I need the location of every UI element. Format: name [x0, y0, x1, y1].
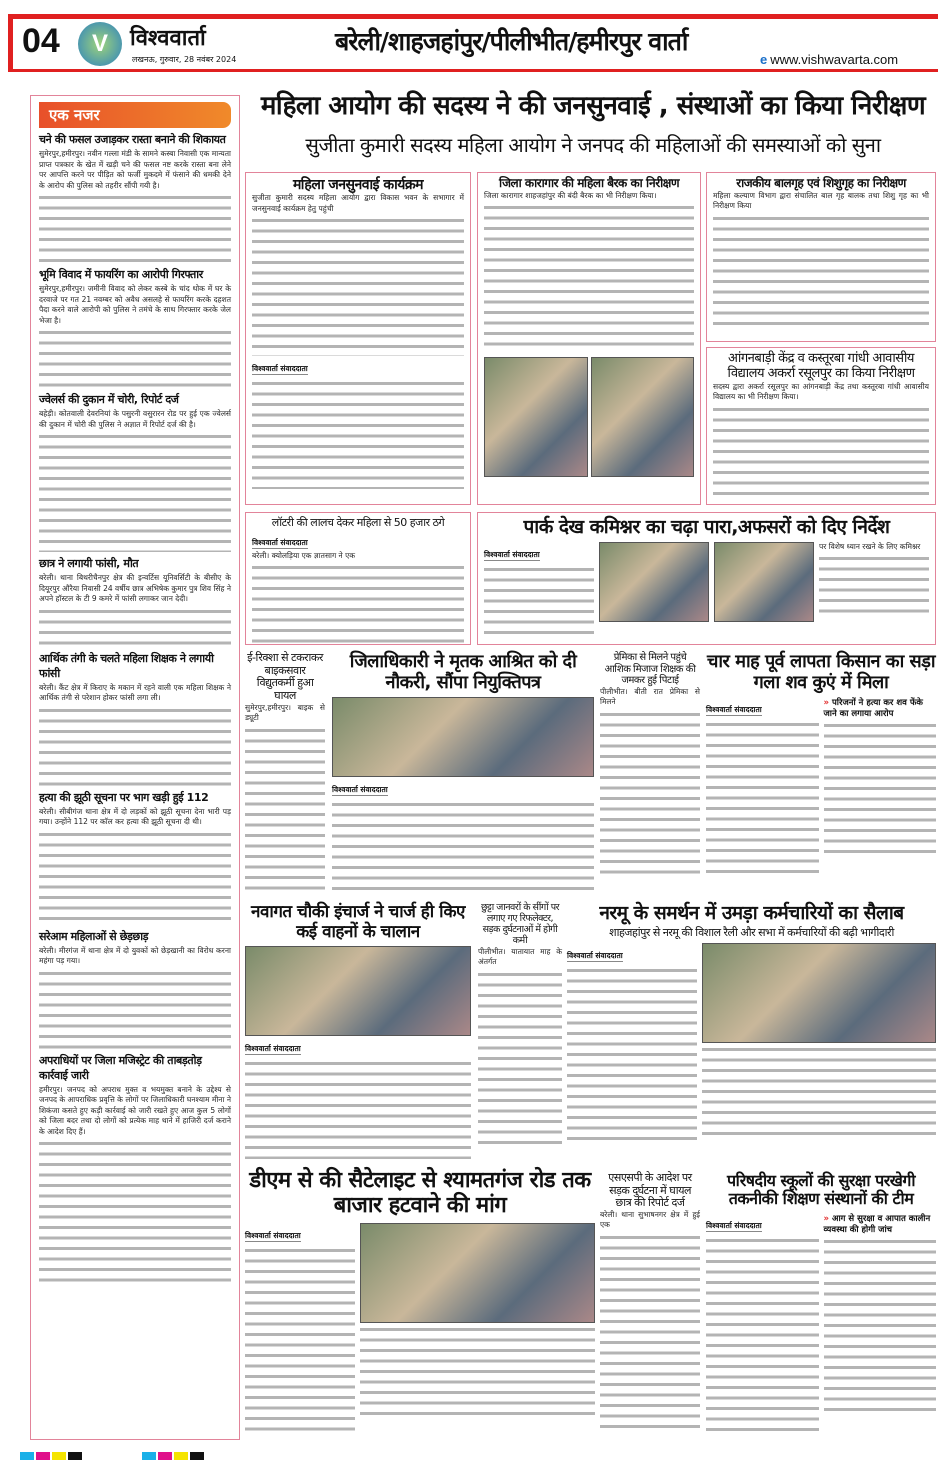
registration-mark — [68, 1452, 82, 1460]
story-headline: महिला जनसुनवाई कार्यक्रम — [292, 177, 424, 193]
story — [245, 1168, 595, 1436]
photo — [360, 1223, 595, 1323]
story-headline: पार्क देख कमिश्नर का चढ़ा पारा,अफसरों को दिए निर्देश — [523, 516, 890, 538]
story-headline: प्रेमिका से मिलने पहुंचे आशिक मिजाज शिक्षक की जमकर हुई पिटाई — [604, 652, 696, 686]
quote-text: आग से सुरक्षा व आपात कालीन व्यवस्था की होगी जांच — [823, 1213, 931, 1235]
quote-marker-icon: » — [823, 698, 829, 709]
registration-mark — [52, 1452, 66, 1460]
story-text: सुजीता कुमारी सदस्य महिला आयोग द्वारा विकास भवन के सभागार में जनसुनवाई कार्यक्रम हेतु पहुंची — [252, 193, 464, 213]
brief-story — [39, 392, 231, 552]
story-text: पीलीभीत। यातायात माह के अंतर्गत — [478, 946, 562, 967]
brief-headline: अपराधियों पर जिला मजिस्ट्रेट की ताबड़तोड़ कार्रवाई जारी — [39, 1053, 202, 1082]
story-box — [245, 172, 471, 505]
website-link[interactable]: e www.vishwavarta.com — [760, 52, 899, 67]
story — [478, 903, 562, 1150]
byline: विश्ववार्ता संवाददाता — [252, 537, 308, 547]
story — [706, 652, 936, 880]
quote-text: परिजनों ने हत्या कर शव फेंके जाने का लगाया आरोप — [823, 698, 923, 720]
byline: विश्ववार्ता संवाददाता — [484, 549, 540, 559]
byline: विश्ववार्ता संवाददाता — [245, 1044, 301, 1054]
brief-text: बरेली। सीबीगंज थाना क्षेत्र में दो लड़कों को झूठी सूचना देना भारी पड़ गया। उन्होंने 112 पर कॉल कर हत्या की झूठी सूचना दी थी। — [39, 806, 231, 826]
story-headline: आंगनबाड़ी केंद्र व कस्तूरबा गांधी आवासीय विद्यालय अकर्रा रसूलपुर का किया निरीक्षण — [727, 351, 915, 381]
story — [245, 903, 471, 1159]
region-title: बरेली/शाहजहांपुर/पीलीभीत/हमीरपुर वार्ता — [335, 27, 688, 56]
story-headline: एसएसपी के आदेश पर सड़क दुर्घटना में घायल छात्र की रिपोर्ट दर्ज — [608, 1171, 692, 1210]
brief-headline: सरेआम महिलाओं से छेड़छाड़ — [39, 929, 149, 943]
story-text: जिला कारागार शाहजहांपुर की बंदी बैरक का भी निरीक्षण किया। — [484, 190, 657, 200]
story-subheadline: शाहजहांपुर से नरमू की विशाल रैली और सभा में कर्मचारियों की बढ़ी भागीदारी — [609, 925, 894, 939]
page-number: 04 — [22, 22, 60, 60]
story-box — [477, 512, 936, 645]
pull-quote — [824, 697, 937, 719]
quote-marker-icon: » — [823, 1213, 829, 1224]
story-headline: लॉटरी की लालच देकर महिला से 50 हजार ठगे — [271, 516, 445, 529]
story-text: बरेली। क्योलड़िया एक ज्ञातसाग ने एक — [252, 550, 356, 560]
story-headline: ई-रिक्शा से टकराकर बाइकसवार विद्युतकर्मी हुआ घायल — [247, 651, 323, 702]
story-text: पर विशेष ध्यान रखने के लिए कमिश्नर — [819, 541, 921, 551]
brief-story — [39, 1053, 231, 1290]
byline: विश्ववार्ता संवाददाता — [567, 951, 623, 961]
brief-text: सुमेरपुर,हमीरपुर। जमीनी विवाद को लेकर कस्बे के चांद थोक में घर के दरवाजे पर गत 21 नवम्बर को अवैध असलहे से फायरिंग करके दहशत पैदा करने वाले आरोपी को पुलिस ने तमंचे के साथ गिरफ्तार करके जेल भेजा है। — [39, 284, 231, 325]
photo — [245, 946, 471, 1036]
story-box — [477, 172, 701, 505]
brief-headline: चने की फसल उजाड़कर रास्ता बनाने की शिकायत — [39, 133, 226, 146]
story-headline: राजकीय बालगृह एवं शिशुगृह का निरीक्षण — [736, 176, 906, 190]
byline: विश्ववार्ता संवाददाता — [706, 705, 762, 715]
registration-mark — [190, 1452, 204, 1460]
story-headline: नरमू के समर्थन में उमड़ा कर्मचारियों का सैलाब — [599, 902, 904, 924]
photo — [599, 542, 709, 622]
photo — [484, 357, 588, 477]
story-text: बरेली। थाना सुभाषनगर क्षेत्र में हुई एक — [600, 1209, 700, 1230]
story-text: सदस्य द्वारा अकर्रा रसूलपुर का आंगनबाड़ी केंद्र तथा कस्तूरबा गांधी आवासीय विद्यालय का भी निरीक्षण किया। — [713, 381, 929, 402]
ek-nazar-column — [30, 95, 240, 1440]
brief-story — [39, 790, 231, 925]
brief-text: बरेली। कैंट क्षेत्र में किराए के मकान में रहने वाली एक महिला शिक्षक ने आर्थिक तंगी से परेशान होकर फांसी लगा ली। — [39, 682, 231, 702]
registration-mark — [36, 1452, 50, 1460]
brand-name: विश्ववार्ता — [130, 26, 206, 51]
story-text: महिला कल्याण विभाग द्वारा संचालित बाल गृह बालक तथा शिशु गृह का भी निरीक्षण किया — [713, 190, 929, 211]
story-box — [245, 512, 471, 645]
registration-mark — [20, 1452, 34, 1460]
story-text: सुमेरपुर,हमीरपुर। बाइक से ड्यूटी — [245, 702, 325, 723]
brief-story — [39, 267, 231, 388]
brief-story — [39, 929, 231, 1049]
dateline: लखनऊ, गुरुवार, 28 नवंबर 2024 — [132, 55, 237, 64]
story-headline: चार माह पूर्व लापता किसान का सड़ा गला शव कुएं में मिला — [706, 651, 936, 693]
byline: विश्ववार्ता संवाददाता — [706, 1220, 762, 1230]
photo — [702, 943, 936, 1043]
registration-mark — [174, 1452, 188, 1460]
byline: विश्ववार्ता संवाददाता — [332, 785, 388, 795]
browser-icon: e — [760, 52, 768, 67]
story-box — [706, 347, 936, 505]
lead-subheadline: सुजीता कुमारी सदस्य महिला आयोग ने जनपद की महिलाओं की समस्याओं को सुना — [305, 133, 881, 157]
story-headline: छुट्टा जानवरों के सींगों पर लगाए गए रिफलेक्टर, सड़क दुर्घटनाओं में होगी कमी — [480, 902, 560, 946]
brief-headline: ज्वेलर्स की दुकान में चोरी, रिपोर्ट दर्ज — [39, 393, 179, 406]
lead-headline: महिला आयोग की सदस्य ने की जनसुनवाई , संस्थाओं का किया निरीक्षण — [260, 91, 926, 121]
brief-text: बरेली। मीरगंज में थाना क्षेत्र में दो युवकों को छेड़खानी का विरोध करना महंगा पड़ गया। — [39, 945, 231, 965]
story — [245, 652, 325, 896]
brief-text: बहेड़ी। कोतवाली देवरनियां के पसुरनी वसुरारन रोड पर हुई एक ज्वेलर्स की दुकान में चोरी की पुलिस ने अज्ञात में रिपोर्ट दर्ज की है। — [39, 409, 231, 429]
story — [567, 903, 936, 1146]
story-headline: परिषदीय स्कूलों की सुरक्षा परखेगी तकनीकी शिक्षण संस्थानों की टीम — [726, 1171, 915, 1209]
section-banner: एक नजर — [39, 102, 231, 128]
story-headline: जिला कारागार की महिला बैरक का निरीक्षण — [498, 176, 680, 190]
brief-story — [39, 132, 231, 263]
registration-mark — [142, 1452, 156, 1460]
story-headline: डीएम से की सैटेलाइट से श्यामतगंज रोड तक बाजार हटवाने की मांग — [249, 1168, 591, 1219]
brief-headline: हत्या की झूठी सूचना पर भाग खड़ी हुई 112 — [39, 790, 209, 804]
registration-mark — [158, 1452, 172, 1460]
brief-text: सुमेरपुर,हमीरपुर। नवीन गल्ला मंडी के सामने कस्बा निवासी एक मान्यता प्राप्त पत्रकार के खेत में खड़ी चने की फसल नष्ट करके रास्ता बना लेने पर आपत्ति करने पर पीड़ित को फर्जी मुकदमे में फंसाने की धमकी देने के आरोप की पुलिस को तहरीर सौंपी गयी है। — [39, 149, 231, 190]
story-headline: जिलाधिकारी ने मृतक आश्रित को दी नौकरी, सौंपा नियुक्तिपत्र — [349, 651, 577, 693]
story-box — [706, 172, 936, 342]
brief-headline: छात्र ने लगायी फांसी, मौत — [39, 557, 139, 570]
brief-story — [39, 556, 231, 647]
byline: विश्ववार्ता संवाददाता — [245, 1230, 301, 1240]
brand-logo: V — [78, 22, 122, 66]
story — [600, 1172, 700, 1433]
brief-text: बरेली। थाना बिथरीचैनपुर क्षेत्र की इन्वर्टिस यूनिवर्सिटी के बीसीए के दियूरपुर औरैया निवासी 24 वर्षीय छात्र अभिषेक कुमार पुत्र शिव सिंह ने अपने हॉस्टल के टी 9 कमरे में फांसी लगाकर जान देदी। — [39, 573, 231, 603]
brief-story — [39, 651, 231, 786]
story — [600, 652, 700, 880]
story — [706, 1172, 936, 1436]
photo — [714, 542, 814, 622]
brief-headline: आर्थिक तंगी के चलते महिला शिक्षक ने लगायी फांसी — [39, 651, 214, 680]
pull-quote — [824, 1213, 937, 1235]
photo — [332, 697, 594, 777]
brief-headline: भूमि विवाद में फायरिंग का आरोपी गिरफ्तार — [39, 268, 203, 281]
byline: विश्ववार्ता संवाददाता — [252, 364, 308, 374]
brief-text: हमीरपुर। जनपद को अपराध मुक्त व भयमुक्त बनाने के उद्देश्य से जनपद के आपराधिक प्रवृत्ति के लोगों पर जिलाधिकारी घनश्याम मीना ने शिकंजा कसते हुए कड़ी कार्रवाई को जारी रखते हुए आज कुल 5 लोगों को जिला बदर तथा दो लोगों को प्रत्येक माह थाने में हाजिरी दर्ज कराने के आदेश दिए हैं। — [39, 1084, 231, 1136]
story — [332, 652, 594, 895]
story-text: पीलीभीत। बीती रात प्रेमिका से मिलने — [600, 686, 700, 706]
story-headline: नवागत चौकी इंचार्ज ने चार्ज ही किए कई वाहनों के चालान — [251, 902, 465, 942]
photo — [591, 357, 695, 477]
